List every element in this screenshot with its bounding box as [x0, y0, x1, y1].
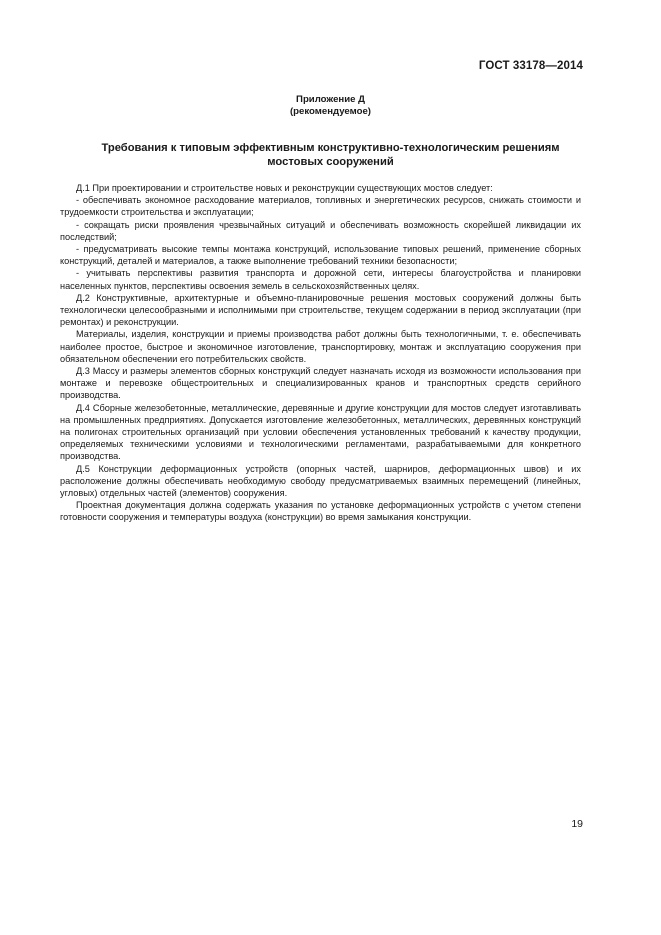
section-title-line-2: мостовых сооружений [267, 156, 394, 168]
paragraph-d3: Д.3 Массу и размеры элементов сборных конструкций следует назначать исходя из возможности использования при монтаже и перевозке общестроительных и специализированных кранов и транспортных средств серийного производства. [60, 366, 581, 401]
appendix-heading [0, 94, 661, 118]
paragraph-d5: Д.5 Конструкции деформационных устройств (опорных частей, шарниров, деформационных швов) и их расположение должны обеспечивать необходимую свободу предусматриваемых взаимных перемещений (линейных, угловых) отдельных частей (элементов) сооружения. [60, 463, 581, 499]
section-title-line-1: Требования к типовым эффективным конструктивно-технологическим решениям [101, 142, 560, 154]
section-title [60, 141, 601, 169]
paragraph-d1-intro: Д.1 При проектировании и строительстве новых и реконструкции существующих мостов следует: [76, 183, 493, 193]
appendix-title: Приложение Д [296, 94, 365, 105]
document-code: ГОСТ 33178—2014 [478, 60, 583, 72]
paragraph-materials: Материалы, изделия, конструкции и приемы производства работ должны быть технологичными, т. е. обеспечивать наиболее простое, быстрое и экономичное изготовление, транспортировку, монтаж и эксплуатацию сооружения при обязательном обеспечении его потребительских свойств. [60, 329, 581, 364]
list-item-development: - учитывать перспективы развития транспорта и дорожной сети, интересы благоустройства и планировки населенных пунктов, перспективы освоения земель в сельскохозяйственных целях. [60, 268, 581, 291]
page-number: 19 [571, 818, 583, 830]
paragraph-documentation: Проектная документация должна содержать указания по установке деформационных устройств с учетом степени готовности сооружения и температуры воздуха (конструкции) во время замыкания конструкции. [60, 500, 581, 523]
appendix-status: (рекомендуемое) [289, 106, 371, 117]
list-item-assembly: - предусматривать высокие темпы монтажа конструкций, использование типовых решений, применение сборных конструкций, деталей и материалов, а также выполнение требований техники безопасности; [60, 244, 581, 267]
list-item-risks: - сокращать риски проявления чрезвычайных ситуаций и обеспечивать возможность скорейшей ликвидации их последствий; [60, 219, 581, 242]
paragraph-d4: Д.4 Сборные железобетонные, металлические, деревянные и другие конструкции для мостов следует изготавливать на промышленных предприятиях. Допускается изготовление железобетонных, металлических, деревянных конструкций на полигонах строительных организаций при условии обеспечения установленных требований к качеству продукции, определяемых техническими условиями и технологическими регламентами, разрабатываемыми для конкретного производства. [60, 402, 581, 462]
body-text [60, 182, 581, 524]
paragraph-d2: Д.2 Конструктивные, архитектурные и объемно-планировочные решения мостовых сооружений должны быть технологически целесообразными и исполнимыми при строительстве, текущем содержании в период эксплуатации (при ремонтах) и реконструкции. [60, 292, 581, 328]
list-item-economy: - обеспечивать экономное расходование материалов, топливных и энергетических ресурсов, снижать стоимости и трудоемкости строительства и эксплуатации; [60, 195, 581, 218]
